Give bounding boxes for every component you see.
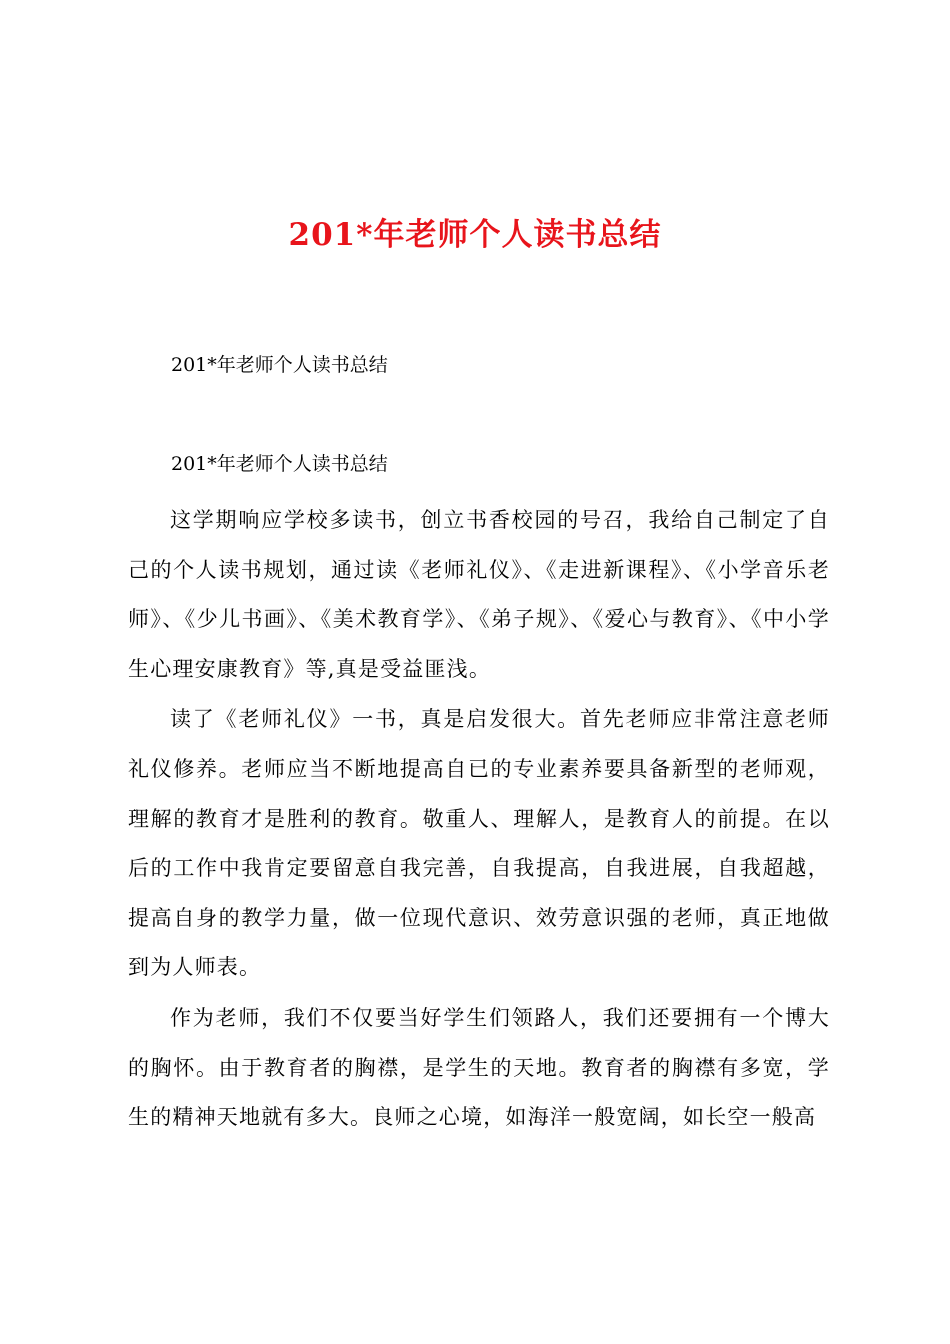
- document-title: 201*年老师个人读书总结: [288, 217, 662, 253]
- paragraph-3: 作为老师，我们不仅要当好学生们领路人，我们还要拥有一个博大的胸怀。由于教育者的胸襟，是学生的天地。教育者的胸襟有多宽，学生的精神天地就有多大。良师之心境，如海洋一般宽阔，如长空一般高: [128, 1005, 830, 1130]
- document-subtitle-1: 201*年老师个人读书总结: [171, 354, 388, 376]
- document-subtitle-2: 201*年老师个人读书总结: [171, 453, 388, 475]
- paragraph-1: 这学期响应学校多读书，创立书香校园的号召，我给自己制定了自己的个人读书规划，通过读《老师礼仪》、《走进新课程》、《小学音乐老师》、《少儿书画》、《美术教育学》、《弟子规》、《爱心与教育》、《中小学生心理安康教育》等,真是受益匪浅。: [128, 508, 830, 681]
- paragraph-2: 读了《老师礼仪》一书，真是启发很大。首先老师应非常注意老师礼仪修养。老师应当不断地提高自已的专业素养要具备新型的老师观，理解的教育才是胜利的教育。敬重人、理解人，是教育人的前提。在以后的工作中我肯定要留意自我完善，自我提高，自我进展，自我超越，提高自身的教学力量，做一位现代意识、效劳意识强的老师，真正地做到为人师表。: [128, 707, 830, 980]
- document-body: [128, 496, 830, 1144]
